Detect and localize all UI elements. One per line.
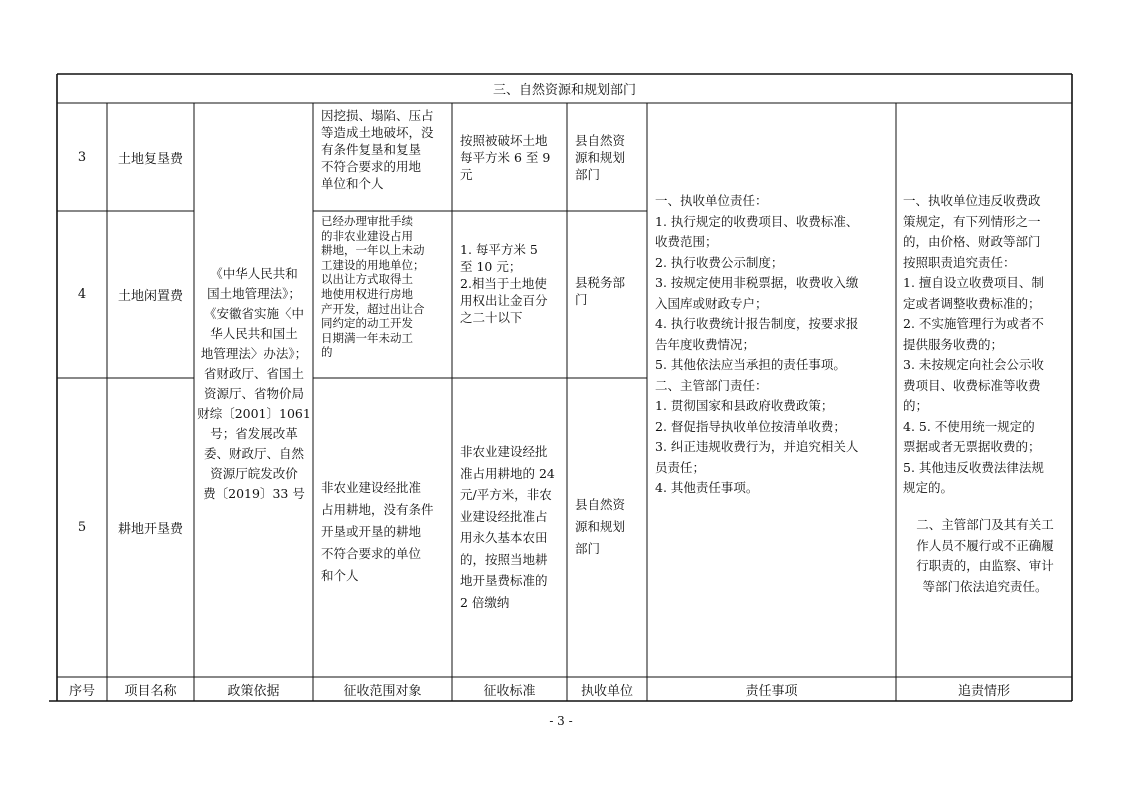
row-3-item-name: 土地复垦费	[117, 151, 183, 167]
row-3-collecting-unit: 县自然资 源和规划 部门	[575, 133, 626, 182]
row-3-number: 3	[77, 149, 87, 165]
col-header-collection-standard: 征收标准	[483, 683, 536, 699]
row-3-collection-scope: 因挖损、塌陷、压占 等造成土地破坏，没 有条件复垦和复垦 不符合要求的用地 单位和个人	[321, 108, 434, 191]
row-5-collecting-unit: 县自然资 源和规划 部门	[575, 497, 626, 556]
row-4-collection-scope: 已经办理审批手续 的非农业建设占用 耕地，一年以上未动 工建设的用地单位； 以出让方式取得土 地使用权进行房地 产开发，超过出让合 同约定的动工开发 日期满一年未动工 的	[321, 214, 425, 360]
section-title: 三、自然资源和规划部门	[492, 83, 636, 98]
col-header-collecting-unit: 执收单位	[580, 683, 633, 699]
row-4-number: 4	[77, 287, 87, 302]
row-5-item-name: 耕地开垦费	[117, 522, 183, 537]
row-4-item-name: 土地闲置费	[117, 289, 183, 304]
row-5-collection-standard: 非农业建设经批 准占用耕地的 24 元/平方米，非农 业建设经批准占 用永久基本农田 的，按照当地耕 地开垦费标准的 2 倍缴纳	[460, 444, 555, 610]
col-header-accountability: 追责情形	[957, 683, 1010, 699]
row-5-number: 5	[77, 520, 87, 535]
page-number: - 3 -	[549, 714, 573, 728]
accountability-part-2: 二、主管部门及其有关工 作人员不履行或不正确履 行职责的，由监察、审计 等部门依法追究责任。	[916, 517, 1054, 594]
col-header-item-name: 项目名称	[124, 683, 177, 699]
fee-responsibility-table	[57, 74, 1072, 701]
col-header-number: 序号	[68, 683, 95, 699]
row-4-collection-standard: 1. 每平方米 5 至 10 元； 2.相当于土地使 用权出让金百分 之二十以下	[460, 242, 548, 325]
col-header-collection-scope: 征收范围对象	[343, 683, 422, 699]
row-4-collecting-unit: 县税务部 门	[575, 275, 626, 307]
responsibility-items: 一、执收单位责任： 1. 执行规定的收费项目、收费标准、 收费范围； 2. 执行收费公示制度； 3. 按规定使用非税票据，收费收入缴 入国库或财政专户； 4. 执行收费统计报告制度，按要求报 告年度收费情况； 5. 其他依法应当承担的责任事项。 二、主管部门责任： 1. 贯彻国家和县政府收费政策； 2. 督促指导执收单位按清单收费； 3. 纠正违规收费行为，并追究相关人 员责任； 4. 其他责任事项。	[655, 193, 859, 495]
accountability-part-1: 一、执收单位违反收费政 策规定，有下列情形之一 的，由价格、财政等部门 按照职责追究责任： 1. 擅自设立收费项目、制 定或者调整收费标准的； 2. 不实施管理行为或者不 提供服务收费的； 3. 未按规定向社会公示收 费项目、收费标准等收费 的； 4. 5. 不使用统一规定的 票据或者无票据收费的； 5. 其他违反收费法律法规 规定的。	[903, 193, 1044, 495]
col-header-responsibilities: 责任事项	[745, 683, 798, 699]
policy-basis: 《中华人民共和 国土地管理法》； 《安徽省实施〈中 华人民共和国土 地管理法〉办法》； 省财政厅、省国土 资源厅、省物价局 财综〔2001〕1061 号；省发展改革 委、财政厅、自然 资源厅皖发改价 费〔2019〕33 号	[197, 266, 311, 501]
row-5-collection-scope: 非农业建设经批准 占用耕地，没有条件 开垦或开垦的耕地 不符合要求的单位 和个人	[321, 480, 434, 583]
row-3-collection-standard: 按照被破坏土地 每平方米 6 至 9 元	[460, 133, 551, 182]
col-header-policy-basis: 政策依据	[227, 683, 280, 699]
